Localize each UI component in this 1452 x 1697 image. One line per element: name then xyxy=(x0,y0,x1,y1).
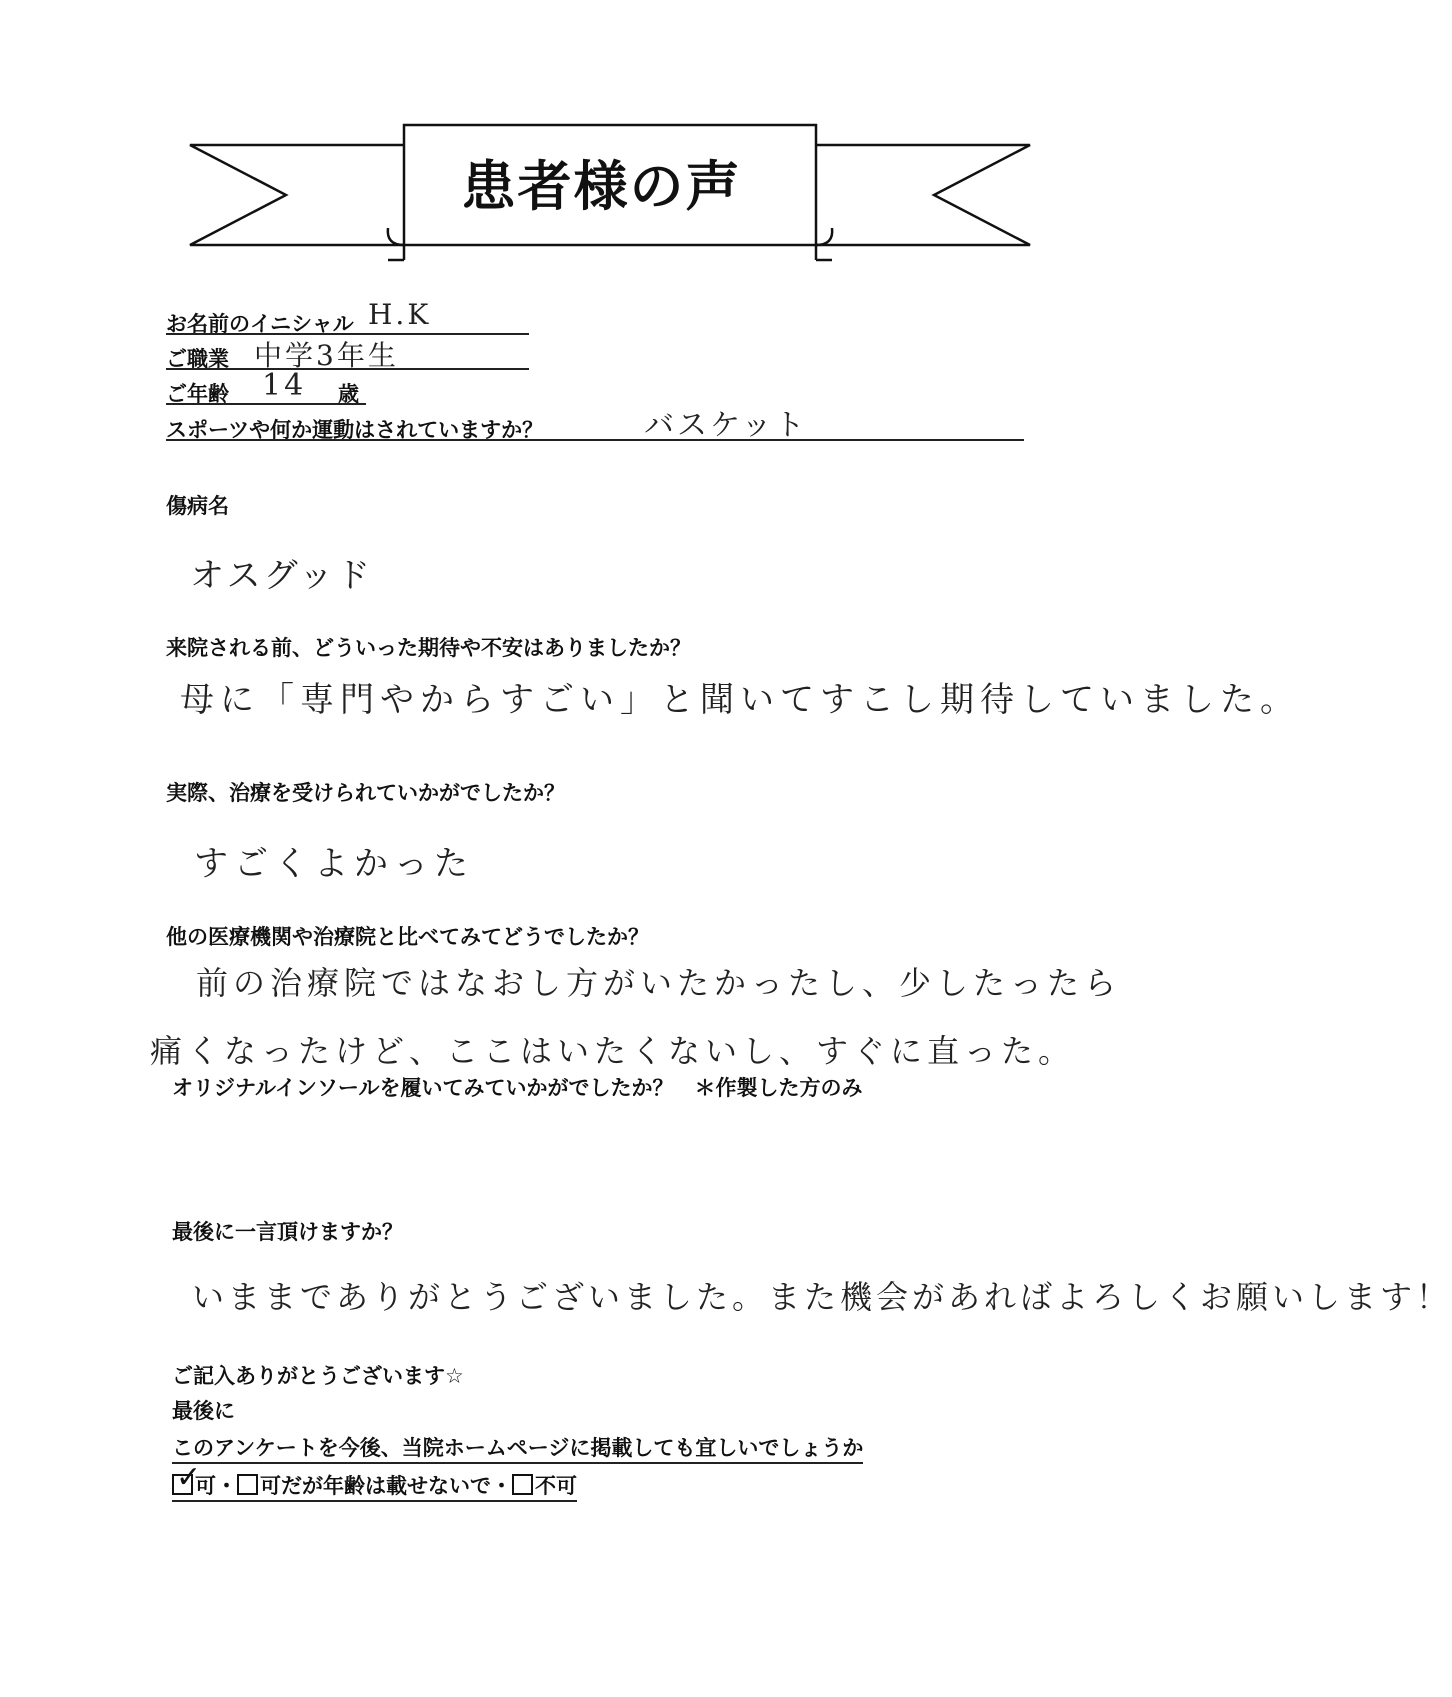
checkbox-allow-no-age[interactable] xyxy=(237,1474,258,1495)
last-text: 最後に xyxy=(172,1399,235,1423)
option-allow-no-age-label: 可だが年齢は載せないで xyxy=(260,1474,491,1498)
age-label: ご年齢 xyxy=(166,382,229,406)
sport-underline xyxy=(166,439,1024,441)
age-underline xyxy=(166,403,366,405)
checkbox-deny[interactable] xyxy=(512,1474,533,1495)
answer-text: 前の治療院ではなおし方がいたかったし、少したったら xyxy=(196,964,1122,1002)
initial-value: H.K xyxy=(368,298,432,331)
answer-text: いままでありがとうございました。また機会があればよろしくお願いします！ xyxy=(192,1278,1452,1316)
sport-label: スポーツや何か運動はされていますか？ xyxy=(166,418,544,442)
page-title: 患者様の声 xyxy=(461,155,742,218)
thanks-text: ご記入ありがとうございます☆ xyxy=(172,1364,464,1388)
checkbox-allow[interactable] xyxy=(172,1460,202,1495)
question-label: 他の医療機関や治療院と比べてみてどうでしたか？ xyxy=(166,925,649,949)
option-deny-label: 不可 xyxy=(535,1474,577,1498)
age-value: 14 xyxy=(262,368,307,403)
question-label: 実際、治療を受けられていかがでしたか？ xyxy=(166,781,565,805)
answer-text: すごくよかった xyxy=(194,844,474,884)
job-underline xyxy=(166,368,529,370)
question-label: オリジナルインソールを履いてみていかがでしたか？ ＊作製した方のみ xyxy=(172,1076,863,1100)
answer-text: オスグッド xyxy=(190,556,373,596)
job-value: 中学3年生 xyxy=(254,339,399,372)
answer-text: 痛くなったけど、ここはいたくないし、すぐに直った。 xyxy=(150,1032,1076,1070)
job-label: ご職業 xyxy=(166,347,229,371)
consent-question: このアンケートを今後、当院ホームページに掲載しても宜しいでしょうか xyxy=(172,1432,863,1462)
sport-value: バスケット xyxy=(644,408,808,443)
question-label: 来院される前、どういった期待や不安はありましたか？ xyxy=(166,636,691,660)
question-label: 傷病名 xyxy=(166,494,229,518)
consent-options: ✓ 可・ 可だが年齢は載せないで・ 不可 xyxy=(172,1470,577,1500)
question-label: 最後に一言頂けますか？ xyxy=(172,1220,403,1244)
initial-label: お名前のイニシャル xyxy=(166,312,354,336)
answer-text: 母に「専門やからすごい」と聞いてすこし期待していました。 xyxy=(180,680,1300,720)
age-unit: 歳 xyxy=(338,382,359,406)
check-mark-icon: ✓ xyxy=(176,1460,202,1495)
option-allow-label: 可 xyxy=(195,1474,216,1498)
